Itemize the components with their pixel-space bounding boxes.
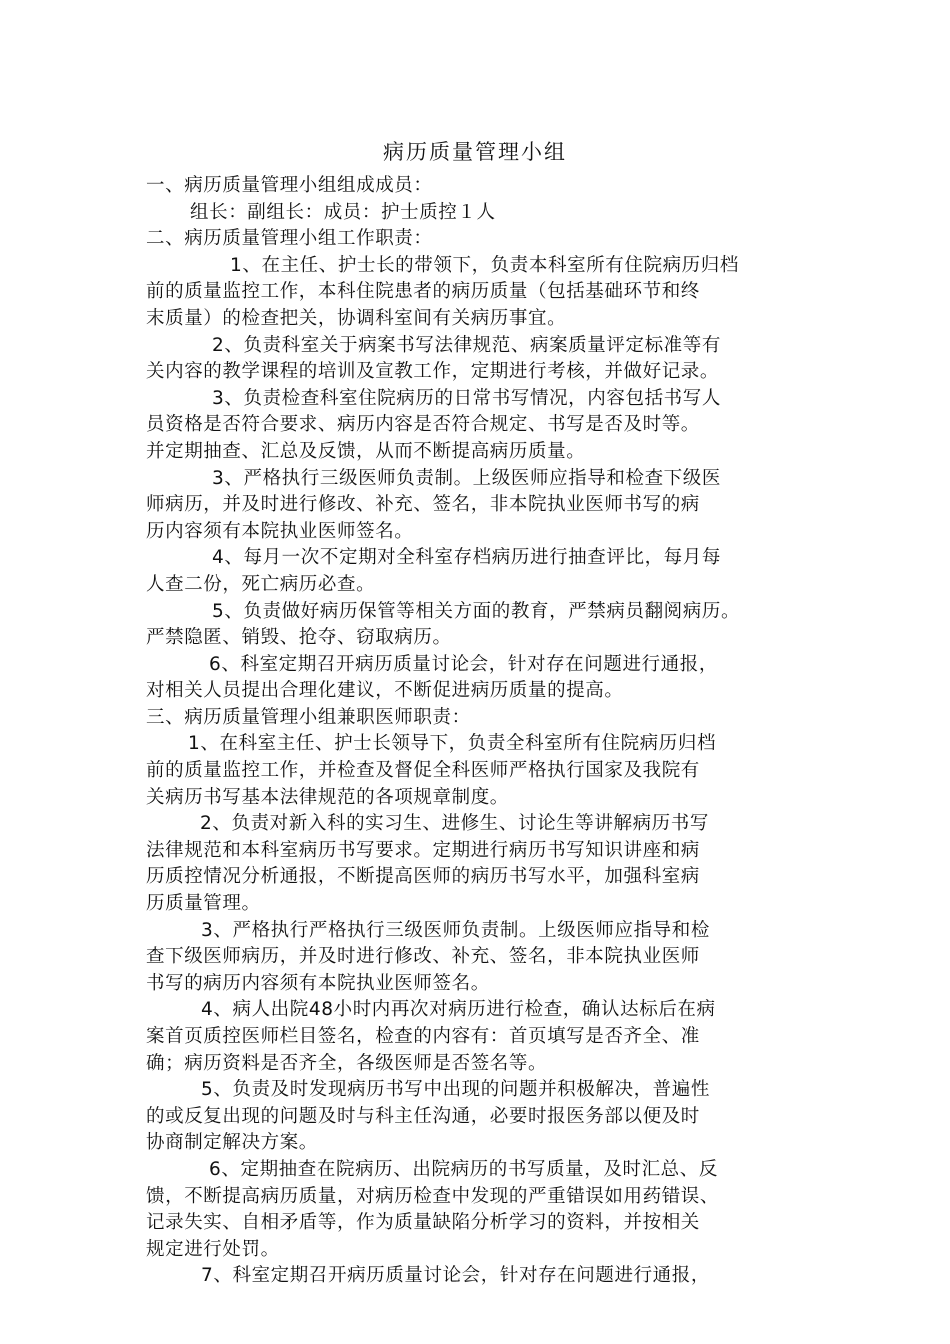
text-line: 2、负责对新入科的实习生、进修生、讨论生等讲解病历书写 (200, 813, 709, 835)
text-line: 协商制定解决方案。 (146, 1132, 318, 1154)
text-line: 关病历书写基本法律规范的各项规章制度。 (146, 786, 509, 808)
text-line: 前的质量监控工作，并检查及督促全科医师严格执行国家及我院有 (146, 760, 700, 782)
text-line: 关内容的教学课程的培训及宣教工作，定期进行考核，并做好记录。 (146, 361, 720, 383)
text-line: 师病历，并及时进行修改、补充、签名，非本院执业医师书写的病 (146, 494, 700, 516)
text-line: 人查二份，死亡病历必查。 (146, 573, 376, 595)
text-line: 员资格是否符合要求、病历内容是否符合规定、书写是否及时等。 (146, 414, 700, 436)
text-line: 对相关人员提出合理化建议，不断促进病历质量的提高。 (146, 680, 624, 702)
text-line: 组长：副组长：成员：护士质控１人 (190, 201, 496, 223)
text-line: 三、病历质量管理小组兼职医师职责： (146, 706, 471, 728)
text-line: 末质量）的检查把关，协调科室间有关病历事宜。 (146, 307, 567, 329)
text-line: 前的质量监控工作，本科住院患者的病历质量（包括基础环节和终 (146, 281, 700, 303)
text-line: 查下级医师病历，并及时进行修改、补充、签名，非本院执业医师 (146, 946, 700, 968)
text-line: 记录失实、自相矛盾等，作为质量缺陷分析学习的资料，并按相关 (146, 1212, 700, 1234)
text-line: 3、负责检查科室住院病历的日常书写情况，内容包括书写人 (212, 387, 721, 409)
text-line: 1、在科室主任、护士长领导下，负责全科室所有住院病历归档 (188, 733, 717, 755)
text-line: 确；病历资料是否齐全，各级医师是否签名等。 (146, 1052, 548, 1074)
text-line: 历质量管理。 (146, 893, 261, 915)
text-line: 3、严格执行严格执行三级医师负责制。上级医师应指导和检 (201, 919, 710, 941)
text-line: 5、负责做好病历保管等相关方面的教育，严禁病员翻阅病历。 (212, 600, 741, 622)
text-line: 严禁隐匿、销毁、抢夺、窃取病历。 (146, 627, 452, 649)
text-line: 法律规范和本科室病历书写要求。定期进行病历书写知识讲座和病 (146, 839, 700, 861)
text-line: 1、在主任、护士长的带领下，负责本科室所有住院病历归档 (230, 254, 739, 276)
text-line: 规定进行处罚。 (146, 1238, 280, 1260)
text-line: 6、科室定期召开病历质量讨论会，针对存在问题进行通报， (209, 653, 718, 675)
text-line: 书写的病历内容须有本院执业医师签名。 (146, 972, 490, 994)
document-body (146, 173, 826, 1290)
text-line: 历质控情况分析通报，不断提高医师的病历书写水平，加强科室病 (146, 866, 700, 888)
text-line: 3、严格执行三级医师负责制。上级医师应指导和检查下级医 (212, 467, 721, 489)
text-line: 二、病历质量管理小组工作职责： (146, 228, 433, 250)
text-line: 历内容须有本院执业医师签名。 (146, 520, 414, 542)
document-title: 病历质量管理小组 (383, 140, 567, 164)
text-line: 6、定期抽查在院病历、出院病历的书写质量，及时汇总、反 (209, 1158, 718, 1180)
text-line: 并定期抽查、汇总及反馈，从而不断提高病历质量。 (146, 440, 586, 462)
text-line: 案首页质控医师栏目签名，检查的内容有：首页填写是否齐全、准 (146, 1026, 700, 1047)
text-line: 一、病历质量管理小组组成成员： (146, 175, 433, 196)
text-line: 4、病人出院48小时内再次对病历进行检查，确认达标后在病 (201, 999, 716, 1021)
text-line: 2、负责科室关于病案书写法律规范、病案质量评定标准等有 (212, 334, 721, 356)
text-line: 的或反复出现的问题及时与科主任沟通，必要时报医务部以便及时 (146, 1105, 700, 1127)
text-line: 4、每月一次不定期对全科室存档病历进行抽查评比，每月每 (212, 547, 721, 569)
text-line: 馈，不断提高病历质量，对病历检查中发现的严重错误如用药错误、 (146, 1185, 720, 1207)
text-line: 7、科室定期召开病历质量讨论会，针对存在问题进行通报， (201, 1265, 710, 1287)
text-line: 5、负责及时发现病历书写中出现的问题并积极解决，普遍性 (201, 1079, 710, 1101)
